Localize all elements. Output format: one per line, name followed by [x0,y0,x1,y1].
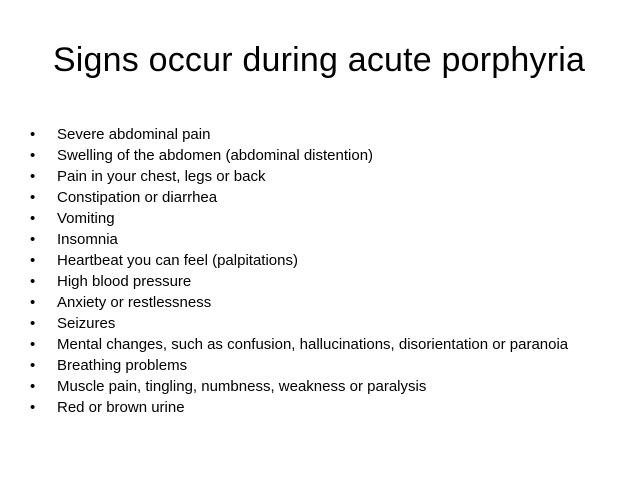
list-item-text: Vomiting [57,210,115,227]
bullet-icon: • [30,147,36,164]
list-item-text: Seizures [57,315,116,332]
list-item [30,190,590,206]
list-item-text: Muscle pain, tingling, numbness, weakness or paralysis [57,378,427,395]
list-item-text: Mental changes, such as confusion, hallucinations, disorientation or paranoia [57,336,569,353]
list-item [30,316,590,332]
list-item [30,358,590,374]
list-item [30,274,590,290]
list-item-text: Pain in your chest, legs or back [57,168,266,185]
bullet-icon: • [30,189,36,206]
list-item [30,169,590,185]
slide-title: Signs occur during acute porphyria [52,41,586,79]
list-item-text: Severe abdominal pain [57,126,211,143]
bullet-icon: • [30,294,36,311]
list-item [30,253,590,269]
list-item [30,232,590,248]
list-item-text: Anxiety or restlessness [57,294,212,311]
list-item-text: Constipation or diarrhea [57,189,218,206]
bullet-icon: • [30,315,36,332]
list-item-text: Swelling of the abdomen (abdominal distention) [57,147,374,164]
list-item [30,211,590,227]
bullet-icon: • [30,126,36,143]
list-item-text: Insomnia [57,231,118,248]
list-item [30,379,590,395]
bullet-icon: • [30,210,36,227]
list-item-text: Breathing problems [57,357,188,374]
bullet-icon: • [30,357,36,374]
list-item [30,127,590,143]
list-item [30,148,590,164]
bullet-icon: • [30,273,36,290]
list-item-text: Heartbeat you can feel (palpitations) [57,252,298,269]
list-item [30,337,590,353]
bullet-list [30,127,590,421]
list-item-text: High blood pressure [57,273,192,290]
bullet-icon: • [30,336,36,353]
list-item [30,400,590,416]
bullet-icon: • [30,399,36,416]
bullet-icon: • [30,252,36,269]
bullet-icon: • [30,378,36,395]
list-item [30,295,590,311]
bullet-icon: • [30,231,36,248]
list-item-text: Red or brown urine [57,399,185,416]
bullet-icon: • [30,168,36,185]
